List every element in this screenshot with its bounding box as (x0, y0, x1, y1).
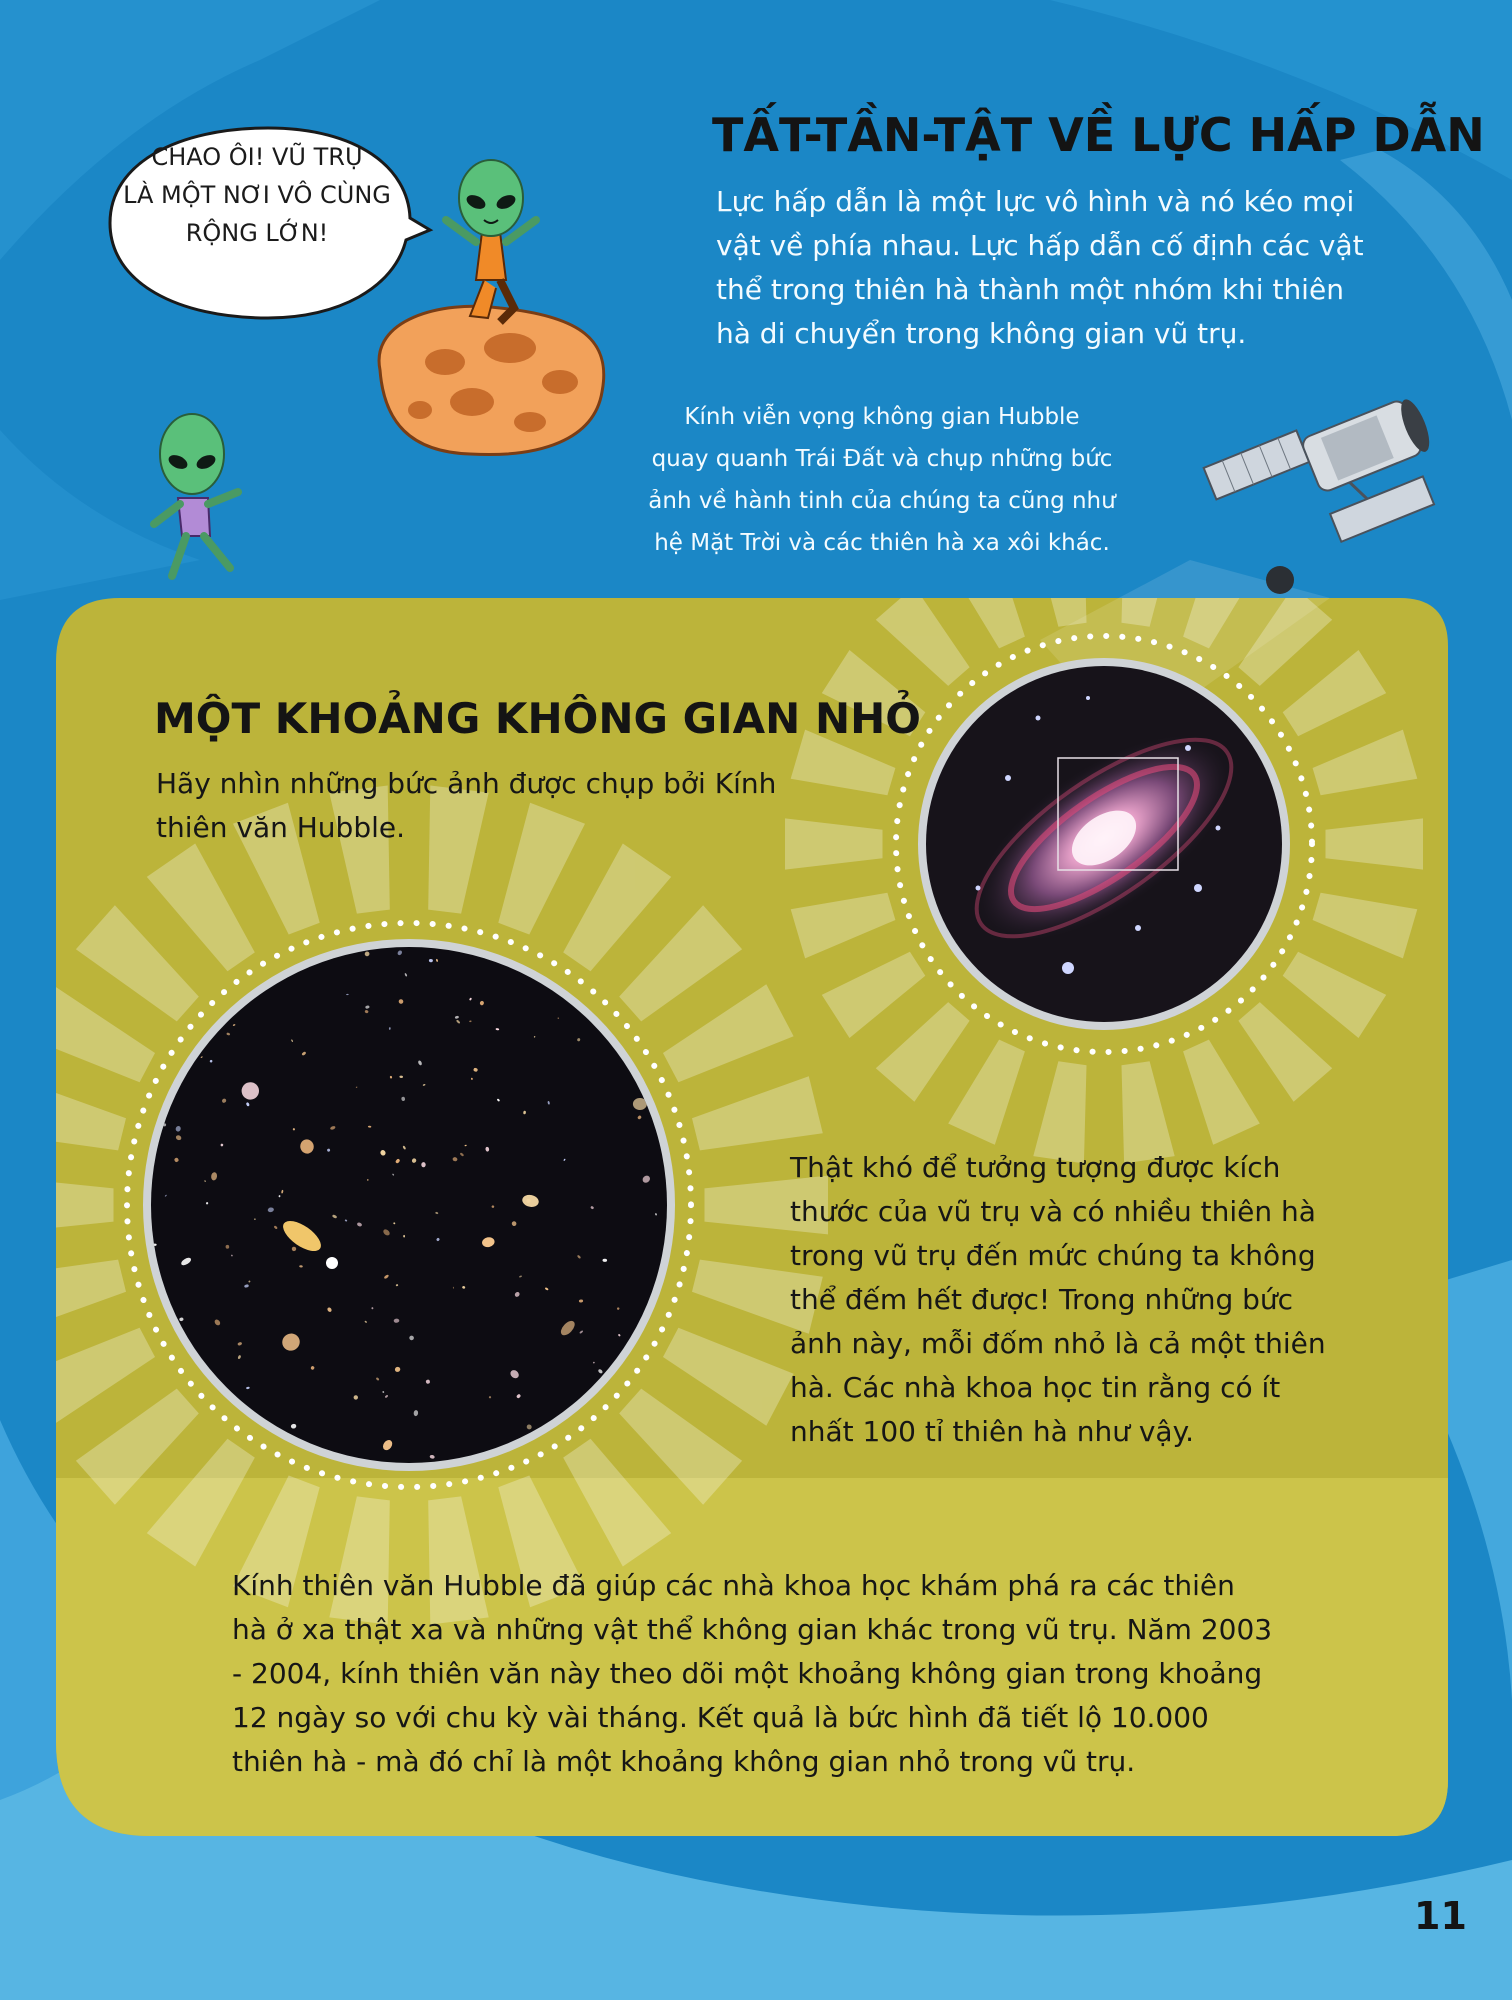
galaxy-dot (492, 948, 496, 952)
speech-line: RỘNG LỚN! (185, 219, 329, 247)
paragraph-line: hà. Các nhà khoa học tin rằng có ít (790, 1371, 1281, 1404)
galaxy-dot (558, 954, 561, 958)
caption-line: hệ Mặt Trời và các thiên hà xa xôi khác. (654, 530, 1110, 556)
galaxy-dot (193, 1020, 196, 1023)
galaxy-dot (644, 999, 650, 1005)
galaxy-dot (246, 1425, 250, 1430)
paragraph-line: 12 ngày so với chu kỳ vài tháng. Kết quả là bức hình đã tiết lộ 10.000 (232, 1701, 1209, 1734)
paragraph-line: thiên hà - mà đó chỉ là một khoảng không gian nhỏ trong vũ trụ. (232, 1745, 1136, 1778)
paragraph-line: hà ở xa thật xa và những vật thể không gian khác trong vũ trụ. Năm 2003 (232, 1613, 1273, 1646)
section-intro (156, 762, 856, 850)
intro-line: thể trong thiên hà thành một nhóm khi thiên (716, 273, 1344, 306)
galaxy-dot (303, 1460, 304, 1462)
galaxy-dot (649, 1027, 652, 1029)
paragraph-line: trong vũ trụ đến mức chúng ta không (790, 1239, 1316, 1272)
galaxy-dot (606, 971, 609, 974)
page-title: TẤT-TẦN-TẬT VỀ LỰC HẤP DẪN (712, 108, 1485, 162)
galaxy-dot (190, 1003, 192, 1005)
galaxy-dot (639, 948, 642, 951)
galaxy-dot (218, 952, 223, 956)
intro-line: vật về phía nhau. Lực hấp dẫn cố định các vật (716, 229, 1364, 262)
paragraph-line: thể đếm hết được! Trong những bức (790, 1283, 1294, 1316)
intro-line: hà di chuyển trong không gian vũ trụ. (716, 317, 1247, 350)
spiral-galaxy-photo (888, 628, 1320, 1060)
paragraph-line: - 2004, kính thiên văn này theo dõi một khoảng không gian trong khoảng (232, 1657, 1263, 1690)
speech-line: CHAO ÔI! VŨ TRỤ (151, 143, 363, 171)
intro-line: Lực hấp dẫn là một lực vô hình và nó kéo mọi (716, 185, 1355, 218)
universe-size-paragraph (790, 1146, 1350, 1454)
paragraph-line: thước của vũ trụ và có nhiều thiên hà (790, 1195, 1316, 1228)
galaxy-field-photo (122, 918, 696, 1492)
section-intro-line: thiên văn Hubble. (156, 811, 406, 844)
paragraph-line: Kính thiên văn Hubble đã giúp các nhà khoa học khám phá ra các thiên (232, 1569, 1235, 1602)
galaxy-dot (647, 1385, 653, 1390)
galaxy-dot (586, 961, 592, 967)
paragraph-line: Thật khó để tưởng tượng được kích (790, 1151, 1281, 1184)
star-dot (326, 1257, 338, 1269)
section-intro-line: Hãy nhìn những bức ảnh được chụp bởi Kính (156, 767, 777, 800)
galaxy-dot (238, 1453, 241, 1456)
telescope-icon (1200, 362, 1460, 612)
galaxy-dot (162, 1025, 167, 1030)
speech-line: LÀ MỘT NƠI VÔ CÙNG (123, 181, 391, 209)
galaxy-dot (184, 976, 188, 980)
galaxy-dot (494, 947, 498, 952)
paragraph-line: nhất 100 tỉ thiên hà như vậy. (790, 1415, 1195, 1448)
galaxy-dot (238, 966, 240, 968)
caption-line: Kính viễn vọng không gian Hubble (684, 404, 1080, 430)
galaxy-dot (234, 946, 242, 954)
galaxy-dot (354, 1395, 358, 1399)
section-title: MỘT KHOẢNG KHÔNG GIAN NHỎ (154, 694, 921, 743)
galaxy-dot (582, 1436, 587, 1440)
caption-line: ảnh về hành tinh của chúng ta cũng như (648, 488, 1116, 514)
hubble-discovery-paragraph (232, 1564, 1352, 1784)
galaxy-dot (653, 1452, 655, 1454)
galaxy-dot (631, 948, 633, 951)
caption-line: quay quanh Trái Đất và chụp những bức (651, 446, 1113, 472)
galaxy-dot (557, 959, 561, 963)
page-number: 11 (1414, 1894, 1467, 1938)
paragraph-line: ảnh này, mỗi đốm nhỏ là cả một thiên (790, 1327, 1326, 1360)
galaxy-dot (187, 1029, 190, 1033)
